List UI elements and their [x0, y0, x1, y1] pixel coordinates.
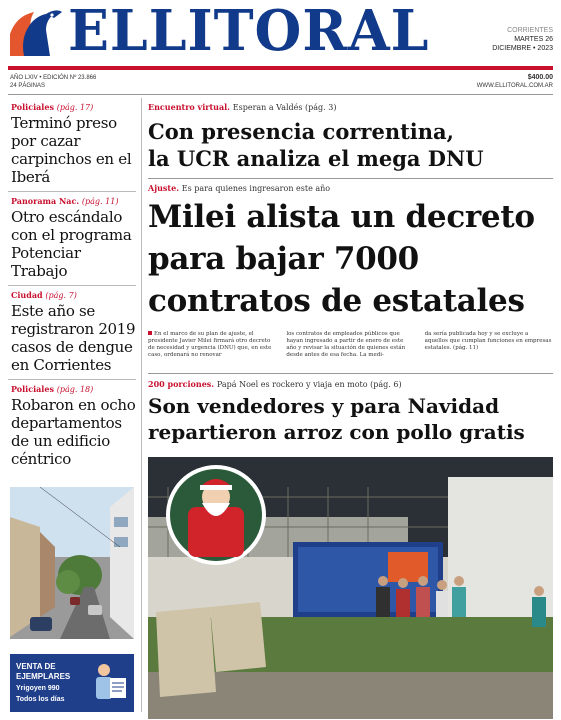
body-column: En el marco de su plan de ajuste, el presidente Javier Milei firmará otro decreto de necesidad y urgencia (DNU) que, en este caso, ordenará no renovar: [148, 331, 272, 358]
story-kicker: Panorama Nac. (pág. 11): [11, 196, 119, 206]
newspaper-vendor-icon: [84, 658, 130, 710]
logo-bird-icon: [6, 4, 64, 60]
story-headline: Robaron en ocho departamentos de un edificio céntrico: [11, 396, 136, 468]
price: $400.00: [527, 74, 553, 81]
story2-body: [148, 331, 553, 359]
story-headline: Terminó preso por cazar carpinchos en el Iberá: [11, 114, 132, 186]
story2-kicker: Ajuste. Es para quienes ingresaron este año: [148, 183, 331, 193]
street-photo-image: [10, 487, 134, 639]
story1-kicker: Encuentro virtual. Esperan a Valdés (pág. 3): [148, 102, 337, 112]
promo-address: Yrigoyen 990: [16, 685, 60, 692]
story-headline: Este año se registraron 2019 casos de dengue en Corrientes: [11, 302, 136, 374]
story-divider: [148, 178, 553, 179]
story-kicker: Policiales (pág. 18): [11, 384, 94, 394]
price-info: [477, 74, 553, 90]
left-column: [8, 98, 136, 473]
story3-photo-image: [148, 457, 553, 719]
newspaper-title: ELLITORAL: [68, 0, 430, 64]
story-kicker: Ciudad (pág. 7): [11, 290, 77, 300]
header-divider: [8, 94, 553, 95]
story-headline: Otro escándalo con el programa Potenciar Trabajo: [11, 208, 132, 280]
column-divider: [141, 98, 142, 712]
edition-number: AÑO LXIV • EDICIÓN Nº 23.866: [10, 75, 97, 81]
left-story[interactable]: [8, 286, 136, 380]
story1-headline[interactable]: Con presencia correntina, la UCR analiza el mega DNU: [148, 119, 484, 171]
promo-title: VENTA DE EJEMPLARES: [16, 662, 71, 681]
promo-days: Todos los días: [16, 696, 65, 703]
story2-headline[interactable]: Milei alista un decreto para bajar 7000 contratos de estatales: [148, 199, 535, 319]
city: CORRIENTES: [507, 27, 553, 34]
date-month-year: DICIEMBRE • 2023: [492, 45, 553, 52]
story3-headline[interactable]: Son vendedores y para Navidad repartieron arroz con pollo gratis: [148, 394, 525, 444]
page-count: 24 PÁGINAS: [10, 83, 46, 89]
left-story[interactable]: [8, 192, 136, 286]
street-photo[interactable]: [10, 487, 134, 639]
edition-info: [10, 74, 96, 90]
left-story[interactable]: [8, 98, 136, 192]
date-box: [492, 26, 553, 53]
masthead: [0, 0, 561, 68]
body-column: da sería publicada hoy y se excluye a aquellos que cumplan funciones en empresas estatales. (pág. 11): [424, 331, 552, 351]
body-column: los contratos de empleados públicos que hayan ingresado a partir de enero de este año y revisar la situación de quienes están desde antes de esa fecha. La medi-: [286, 331, 406, 358]
masthead-red-rule: [8, 66, 553, 70]
story3-photo[interactable]: [148, 457, 553, 719]
story-kicker: Policiales (pág. 17): [11, 102, 94, 112]
date-day: MARTES 26: [514, 36, 553, 43]
left-story[interactable]: [8, 380, 136, 473]
website: WWW.ELLITORAL.COM.AR: [476, 83, 553, 89]
story3-kicker: 200 porciones. Papá Noel es rockero y viaja en moto (pág. 6): [148, 379, 402, 389]
bullet-icon: [148, 331, 152, 335]
sales-promo-box[interactable]: [10, 654, 134, 712]
story-divider: [148, 373, 553, 374]
